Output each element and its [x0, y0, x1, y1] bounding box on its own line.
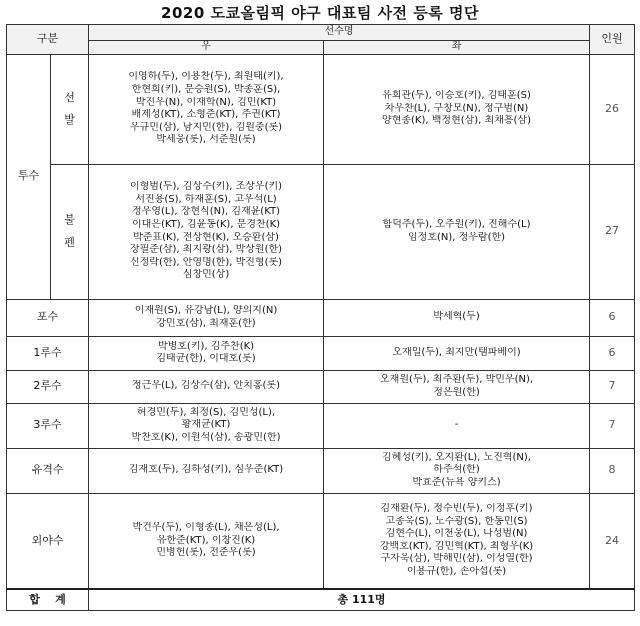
header-count: 인원	[590, 25, 635, 55]
category-catcher: 포수	[7, 299, 89, 336]
starter-count: 26	[590, 54, 635, 164]
category-shortstop: 유격수	[7, 448, 89, 493]
third-base-count: 7	[590, 403, 635, 448]
outfield-left-list: 김재환(두), 정수빈(두), 이정후(키) 고종욱(S), 노수광(S), 한동민(S) 김현수(L), 이천웅(L), 나성범(N) 강백호(KT), 김민혁(KT), 최형우(K) 구자욱(삼), 박해민(삼), 이성열(한) 이용규(한), 손아섭(롯)	[324, 493, 590, 589]
header-players: 선수명	[89, 25, 590, 41]
third-base-right-list: 허경민(두), 최정(S), 김민성(L), 황재균(KT) 박찬호(K), 이원석(삼), 송광민(한)	[89, 403, 324, 448]
category-pitchers: 투수	[7, 54, 51, 299]
shortstop-count: 8	[590, 448, 635, 493]
catcher-right-list: 이재원(S), 유강남(L), 양의지(N) 강민호(삼), 최재훈(한)	[89, 299, 324, 336]
starter-left-list: 유희관(두), 이승호(키), 김태훈(S) 차우찬(L), 구창모(N), 정구범(N) 양현종(K), 백정현(삼), 최채흥(삼)	[324, 54, 590, 164]
page-title: 2020 도쿄올림픽 야구 대표팀 사전 등록 명단	[161, 4, 479, 22]
shortstop-right-list: 김재호(두), 김하성(키), 심우준(KT)	[89, 448, 324, 493]
header-left-handed: 좌	[324, 41, 590, 55]
bullpen-left-list: 함덕주(두), 오주원(키), 진해수(L) 임정호(N), 정우람(한)	[324, 164, 590, 299]
subcategory-starter: 선 발	[51, 54, 89, 164]
header-category: 구분	[7, 25, 89, 55]
first-base-count: 6	[590, 336, 635, 370]
first-base-left-list: 오재일(두), 최지만(탬파베이)	[324, 336, 590, 370]
bullpen-right-list: 이형범(두), 김상수(키), 조상우(키) 서진용(S), 하재훈(S), 고우석(L) 정우영(L), 장현식(N), 김재윤(KT) 이대은(KT), 김윤동(K), 문경찬(K) 박준표(K), 전상현(K), 오승환(삼) 장필준(삼), 최지광(삼), 박상원(한) 신정락(한), 안영명(한), 박진형(롯) 심창민(상)	[89, 164, 324, 299]
total-label: 합 계	[7, 589, 89, 611]
second-base-count: 7	[590, 370, 635, 403]
second-base-right-list: 정근우(L), 김상수(삼), 안치홍(롯)	[89, 370, 324, 403]
third-base-left-list: -	[324, 403, 590, 448]
outfield-count: 24	[590, 493, 635, 589]
outfield-right-list: 박건우(두), 이형종(L), 채은성(L), 유한준(KT), 이창진(K) 민병헌(롯), 전준우(롯)	[89, 493, 324, 589]
header-right-handed: 우	[89, 41, 324, 55]
roster-table	[6, 24, 635, 611]
category-first-base: 1루수	[7, 336, 89, 370]
bullpen-count: 27	[590, 164, 635, 299]
category-outfield: 외야수	[7, 493, 89, 589]
total-value: 총 111명	[89, 589, 635, 611]
first-base-right-list: 박병호(키), 김주찬(K) 김태균(한), 이대호(롯)	[89, 336, 324, 370]
second-base-left-list: 오재원(두), 최주환(두), 박민우(N), 정은원(한)	[324, 370, 590, 403]
category-third-base: 3루수	[7, 403, 89, 448]
subcategory-bullpen: 불 펜	[51, 164, 89, 299]
shortstop-left-list: 김혜성(키), 오지환(L), 노진혁(N), 하주석(한) 박효준(뉴욕 양키스)	[324, 448, 590, 493]
category-second-base: 2루수	[7, 370, 89, 403]
catcher-left-list: 박세혁(두)	[324, 299, 590, 336]
starter-right-list: 이영하(두), 이용찬(두), 최원태(키), 한현희(키), 문승원(S), 박종훈(S), 박진우(N), 이재학(N), 김민(KT) 배제성(KT), 소형준(KT), 주권(KT) 우규민(삼), 남지민(한), 김원중(롯) 박세웅(롯), 서준원(롯)	[89, 54, 324, 164]
catcher-count: 6	[590, 299, 635, 336]
